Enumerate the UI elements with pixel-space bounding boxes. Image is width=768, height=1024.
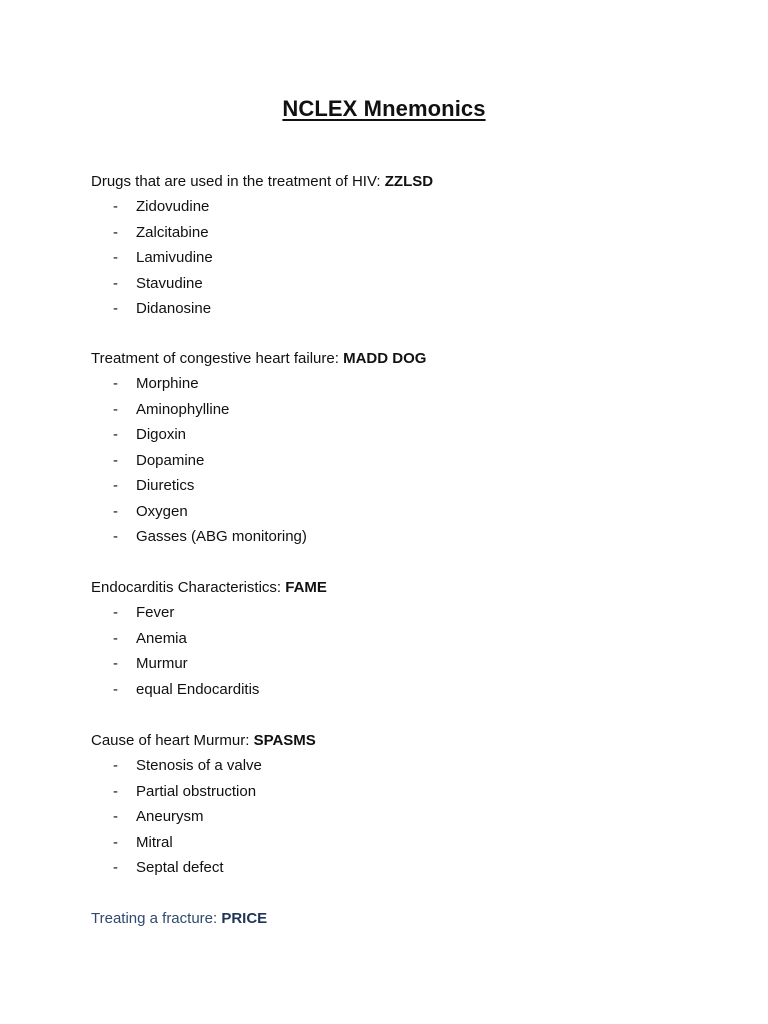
heading-text: Treating a fracture: [91, 910, 222, 927]
item-list [91, 197, 711, 325]
section-heart-murmur [91, 731, 711, 884]
item-text: Oxygen [136, 502, 188, 520]
list-item [91, 807, 711, 833]
item-text: Digoxin [136, 426, 187, 443]
item-text: Zalcitabine [136, 223, 209, 241]
item-text: Fever [136, 604, 175, 621]
bullet-dash: - [113, 680, 118, 698]
item-text: Gasses (ABG monitoring) [136, 528, 307, 545]
list-item [91, 502, 711, 528]
bullet-dash: - [113, 300, 118, 317]
heading-text: Treatment of congestive heart failure: [91, 350, 344, 367]
item-text: Dopamine [136, 451, 205, 469]
item-text: equal Endocarditis [136, 680, 260, 698]
mnemonic: SPASMS [253, 732, 316, 749]
bullet-dash: - [113, 502, 118, 520]
item-text: Partial obstruction [136, 782, 257, 800]
bullet-dash: - [113, 400, 118, 418]
item-text: Aminophylline [136, 400, 230, 418]
bullet-dash: - [113, 528, 118, 545]
section-hiv-drugs [91, 172, 711, 325]
section-heading [91, 172, 711, 192]
item-text: Didanosine [136, 300, 212, 317]
list-item [91, 274, 711, 300]
item-list [91, 756, 711, 884]
item-text: Diuretics [136, 477, 195, 494]
list-item [91, 756, 711, 782]
bullet-dash: - [113, 375, 118, 392]
list-item [91, 248, 711, 274]
section-chf-treatment [91, 349, 711, 553]
heading-text: Endocarditis Characteristics: [91, 579, 286, 596]
section-endocarditis [91, 578, 711, 705]
section-heading [91, 731, 711, 751]
bullet-dash: - [113, 451, 118, 469]
list-item [91, 299, 711, 325]
item-list [91, 603, 711, 705]
mnemonic: PRICE [221, 910, 268, 927]
heading-text: Drugs that are used in the treatment of HIV: [91, 173, 385, 190]
list-item [91, 400, 711, 426]
list-item [91, 451, 711, 477]
page-title: NCLEX Mnemonics [282, 96, 486, 121]
list-item [91, 223, 711, 249]
list-item [91, 476, 711, 502]
list-item [91, 833, 711, 859]
bullet-dash: - [113, 477, 118, 494]
bullet-dash: - [113, 629, 118, 647]
item-text: Stavudine [136, 274, 203, 292]
mnemonic: MADD DOG [343, 350, 427, 367]
list-item [91, 629, 711, 655]
list-item [91, 858, 711, 884]
bullet-dash: - [113, 426, 118, 443]
bullet-dash: - [113, 223, 118, 241]
bullet-dash: - [113, 655, 118, 672]
section-heading [91, 349, 711, 369]
list-item [91, 603, 711, 629]
item-text: Murmur [136, 655, 188, 672]
item-text: Zidovudine [136, 198, 210, 215]
section-heading [91, 578, 711, 598]
section-heading [91, 909, 711, 929]
item-list [91, 374, 711, 553]
list-item [91, 374, 711, 400]
bullet-dash: - [113, 859, 118, 876]
mnemonic: ZZLSD [384, 173, 434, 190]
item-text: Aneurysm [136, 808, 204, 825]
list-item [91, 680, 711, 706]
item-text: Septal defect [136, 859, 224, 876]
item-text: Morphine [136, 375, 199, 392]
list-item [91, 782, 711, 808]
bullet-dash: - [113, 808, 118, 825]
bullet-dash: - [113, 198, 118, 215]
list-item [91, 197, 711, 223]
heading-text: Cause of heart Murmur: [91, 732, 254, 749]
section-fracture [91, 909, 711, 929]
item-text: Stenosis of a valve [136, 757, 262, 774]
bullet-dash: - [113, 249, 118, 266]
list-item [91, 425, 711, 451]
list-item [91, 654, 711, 680]
item-text: Anemia [136, 629, 187, 647]
item-text: Lamivudine [136, 249, 213, 266]
list-item [91, 527, 711, 553]
bullet-dash: - [113, 604, 118, 621]
bullet-dash: - [113, 782, 118, 800]
bullet-dash: - [113, 757, 118, 774]
bullet-dash: - [113, 274, 118, 292]
mnemonic: FAME [285, 579, 327, 596]
item-text: Mitral [136, 833, 173, 851]
bullet-dash: - [113, 833, 118, 851]
